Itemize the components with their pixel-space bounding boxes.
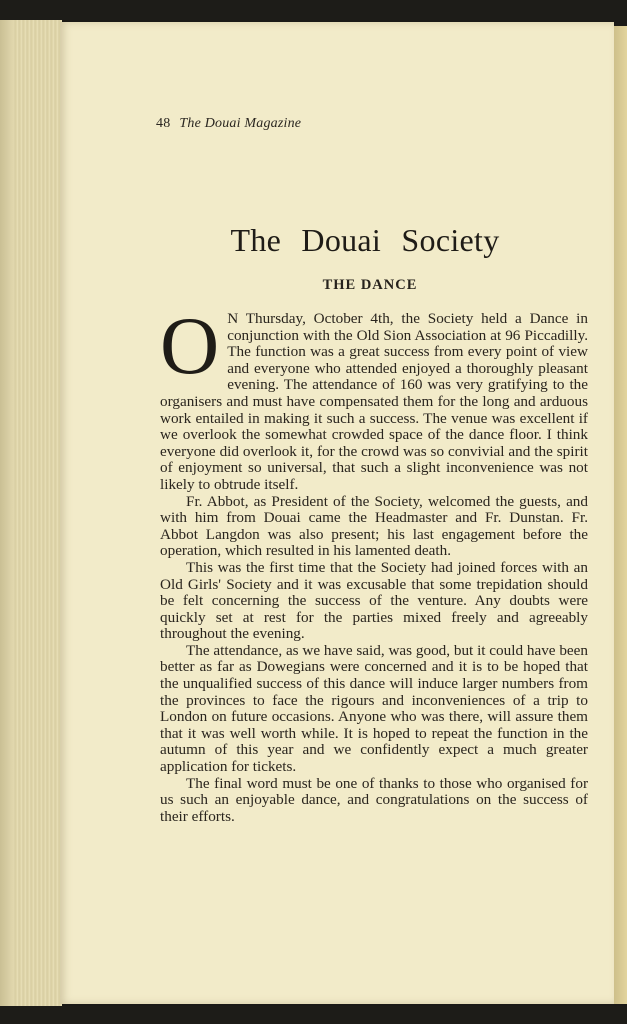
paragraph-2: Fr. Abbot, as President of the Society, welcomed the guests, and with him from Douai came the Headmaster and Fr. Dunstan. Fr. Abbot Langdon was also present; his last engagement before the operation, which resulted in his lamented death. (160, 492, 588, 560)
paragraph-1-text: N Thursday, October 4th, the Society held a Dance in conjunction with the Old Sion Association at 96 Piccadilly. The function was a great success from every point of view and everyone who attended enjoyed a thoroughly pleasant evening. The attendance of 160 was very gratifying to the organisers and must have compensated them for the long and arduous work entailed in making it such a success. The venue was excellent if we overlook the somewhat crowded space of the dance floor. I think everyone did overlook it, for the crowd was so convivial and the spirit of enjoyment so universal, that such a slight inconvenience was not likely to obtrude itself. (160, 310, 588, 493)
article-title: The Douai Society (230, 222, 500, 258)
paragraph-5: The final word must be one of thanks to those who organised for us such an enjoyable dance, and congratulations on the success of their efforts. (160, 774, 588, 825)
paragraph-3: This was the first time that the Society had joined forces with an Old Girls' Society and it was excusable that some trepidation should be felt concerning the success of the venture. Any doubts were quickly set at rest for the parties mixed freely and agreeably throughout the evening. (160, 558, 588, 643)
article-subtitle: THE DANCE (322, 277, 418, 293)
paragraph-1 (160, 300, 588, 494)
page-number: 48 (156, 116, 171, 131)
scan-background-top (0, 0, 627, 20)
book-left-edge (0, 20, 14, 1006)
drop-cap: O (160, 300, 220, 391)
scan-background-bottom (0, 1006, 627, 1024)
magazine-title: The Douai Magazine (179, 116, 302, 131)
paragraph-4: The attendance, as we have said, was good, but it could have been better as far as Dowegians were concerned and it is to be hoped that the unqualified success of this dance will induce larger numbers from the provinces to face the rigours and inconveniences of a trip to London on future occasions. Anyone who was there, will assure them that it was well worth while. It is hoped to repeat the function in the autumn of this year and we confidently expect a much greater application for tickets. (160, 641, 588, 776)
article-body (160, 300, 588, 825)
running-head (156, 116, 301, 132)
book-cover-edge (614, 26, 627, 1004)
